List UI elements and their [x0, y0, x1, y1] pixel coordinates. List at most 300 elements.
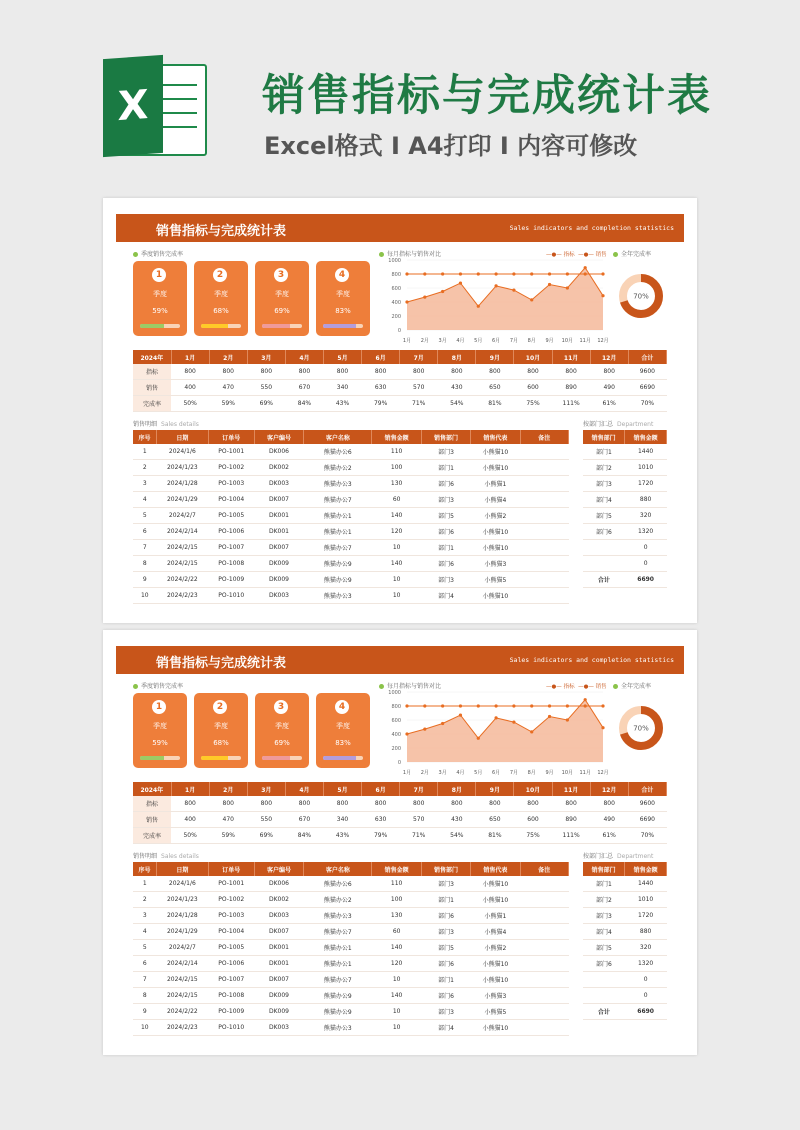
- table-cell: 部门4: [583, 924, 625, 940]
- column-header: 客户名称: [304, 862, 372, 876]
- column-header: 2024年: [133, 782, 171, 796]
- quarter-label: 季度: [275, 290, 289, 298]
- table-cell: 2024/2/15: [157, 988, 208, 1004]
- sales-point: [494, 716, 497, 719]
- table-cell: 54%: [438, 828, 476, 844]
- table-row: [133, 956, 569, 972]
- table-cell: 84%: [285, 828, 323, 844]
- sales-point: [566, 718, 569, 721]
- table-cell: 71%: [400, 828, 438, 844]
- column-header: 合计: [628, 782, 666, 796]
- column-header: 日期: [157, 862, 208, 876]
- monthly-table-header: [133, 350, 667, 364]
- quarter-progress: [323, 324, 363, 328]
- table-cell: [520, 444, 568, 460]
- quarter-label: 季度销售完成率: [133, 681, 183, 690]
- table-cell: 110: [372, 876, 421, 892]
- table-row: [133, 508, 569, 524]
- sales-point: [423, 296, 426, 299]
- column-header: 1月: [171, 782, 209, 796]
- table-cell: 部门3: [421, 1004, 470, 1020]
- dept-table: [583, 430, 667, 588]
- table-cell: 部门6: [421, 524, 470, 540]
- table-cell: 小熊猫10: [471, 892, 520, 908]
- table-row: [133, 1020, 569, 1036]
- table-row: [583, 924, 667, 940]
- table-cell: 6: [133, 524, 157, 540]
- quarter-label: 季度: [153, 290, 167, 298]
- table-cell: 2: [133, 892, 157, 908]
- sales-point: [512, 721, 515, 724]
- table-cell: 50%: [171, 828, 209, 844]
- table-cell: 部门3: [421, 492, 470, 508]
- table-cell: 熊猫办公7: [304, 924, 372, 940]
- column-header: 销售部门: [421, 862, 470, 876]
- sales-point: [548, 283, 551, 286]
- table-cell: 部门3: [421, 876, 470, 892]
- x-tick-label: 2月: [420, 770, 429, 776]
- x-tick-label: 12月: [597, 770, 609, 776]
- table-cell: 800: [323, 364, 361, 380]
- table-row: [133, 540, 569, 556]
- table-cell: [520, 572, 568, 588]
- target-point: [566, 272, 569, 275]
- quarter-label: 季度: [153, 722, 167, 730]
- table-row: [583, 540, 667, 556]
- quarter-card: [133, 261, 187, 336]
- quarter-card: [194, 261, 248, 336]
- column-header: 客户名称: [304, 430, 372, 444]
- quarter-number: 3: [274, 700, 288, 714]
- table-cell: 部门3: [583, 908, 625, 924]
- details-table: [133, 862, 569, 1036]
- table-row: [583, 524, 667, 540]
- table-cell: [520, 988, 568, 1004]
- table-cell: 1440: [625, 876, 667, 892]
- column-header: 4月: [285, 350, 323, 364]
- table-cell: 800: [514, 796, 552, 812]
- column-header: 1月: [171, 350, 209, 364]
- x-tick-label: 5月: [474, 338, 483, 344]
- table-cell: DK001: [254, 524, 303, 540]
- table-cell: 3: [133, 908, 157, 924]
- table-cell: 320: [625, 508, 667, 524]
- table-cell: 800: [209, 796, 247, 812]
- column-header: 2月: [209, 782, 247, 796]
- table-row: [583, 444, 667, 460]
- table-cell: 6: [133, 956, 157, 972]
- x-tick-label: 7月: [509, 770, 519, 776]
- table-cell: PO-1004: [208, 924, 254, 940]
- table-cell: PO-1001: [208, 444, 254, 460]
- table-cell: 800: [400, 796, 438, 812]
- table-cell: DK006: [254, 876, 303, 892]
- quarter-number: 4: [335, 700, 349, 714]
- header-subtitle: Excel格式 I A4打印 I 内容可修改: [264, 132, 638, 160]
- y-tick-label: 800: [391, 272, 401, 278]
- table-cell: DK009: [254, 988, 303, 1004]
- table-cell: 2024/1/23: [157, 892, 208, 908]
- table-cell: 6690: [628, 812, 666, 828]
- table-cell: 140: [372, 988, 421, 1004]
- x-tick-label: 9月: [545, 338, 554, 344]
- target-point: [441, 272, 444, 275]
- sales-point: [405, 300, 408, 303]
- x-tick-label: 1月: [402, 770, 412, 776]
- table-cell: 部门1: [583, 444, 625, 460]
- target-point: [423, 272, 426, 275]
- column-header: 3月: [247, 782, 285, 796]
- y-tick-label: 800: [391, 704, 401, 710]
- table-cell: 800: [552, 796, 590, 812]
- table-cell: 4: [133, 492, 157, 508]
- table-cell: 1720: [625, 476, 667, 492]
- quarter-progress-fill: [201, 324, 228, 328]
- quarter-card: [316, 693, 370, 768]
- table-cell: DK009: [254, 572, 303, 588]
- column-header: 2024年: [133, 350, 171, 364]
- table-cell: 部门3: [583, 476, 625, 492]
- table-cell: 800: [438, 796, 476, 812]
- table-cell: 490: [590, 380, 628, 396]
- table-cell: 600: [514, 380, 552, 396]
- table-cell: 800: [438, 364, 476, 380]
- year-donut: [616, 271, 666, 321]
- x-tick-label: 7月: [509, 338, 519, 344]
- year-donut: [616, 703, 666, 753]
- column-header: 5月: [323, 350, 361, 364]
- table-row: [133, 812, 667, 828]
- y-tick-label: 600: [391, 286, 401, 292]
- sales-point: [494, 284, 497, 287]
- dept-table-header: [583, 430, 667, 444]
- table-cell: 部门1: [421, 460, 470, 476]
- table-cell: 小熊猫5: [471, 1004, 520, 1020]
- table-cell: 熊猫办公1: [304, 524, 372, 540]
- table-cell: 2024/1/6: [157, 876, 208, 892]
- table-cell: 2024/2/14: [157, 524, 208, 540]
- table-row: [133, 396, 667, 412]
- target-point: [441, 704, 444, 707]
- table-cell: 小熊猫4: [471, 924, 520, 940]
- target-point: [566, 704, 569, 707]
- quarter-percent: 59%: [152, 739, 168, 747]
- target-point: [548, 272, 551, 275]
- table-cell: [520, 924, 568, 940]
- x-tick-label: 10月: [561, 770, 574, 776]
- table-cell: 小熊猫2: [471, 508, 520, 524]
- sheet-title: 销售指标与完成统计表: [156, 656, 287, 671]
- table-cell: [520, 892, 568, 908]
- column-header: 4月: [285, 782, 323, 796]
- table-cell: 670: [285, 380, 323, 396]
- table-cell: 120: [372, 524, 421, 540]
- chart-label: 每月指标与销售对比: [379, 249, 441, 258]
- table-cell: 0: [625, 988, 667, 1004]
- header: [0, 0, 800, 190]
- table-cell: 5: [133, 940, 157, 956]
- table-cell: DK007: [254, 540, 303, 556]
- table-cell: 550: [247, 380, 285, 396]
- y-tick-label: 600: [391, 718, 401, 724]
- table-cell: 小熊猫2: [471, 940, 520, 956]
- table-cell: 部门1: [421, 540, 470, 556]
- table-cell: 9600: [628, 796, 666, 812]
- sales-point: [459, 714, 462, 717]
- table-cell: 1440: [625, 444, 667, 460]
- table-cell: 800: [362, 796, 400, 812]
- sales-point: [441, 722, 444, 725]
- table-row: [133, 988, 569, 1004]
- table-cell: 400: [171, 380, 209, 396]
- sales-point: [441, 290, 444, 293]
- table-cell: 熊猫办公7: [304, 972, 372, 988]
- table-cell: DK009: [254, 556, 303, 572]
- table-cell: 4: [133, 924, 157, 940]
- table-cell: 熊猫办公7: [304, 492, 372, 508]
- quarter-progress-fill: [201, 756, 228, 760]
- sales-point: [477, 737, 480, 740]
- table-cell: 完成率: [133, 396, 171, 412]
- table-cell: 630: [362, 380, 400, 396]
- target-point: [405, 272, 408, 275]
- table-row: [133, 892, 569, 908]
- table-row: [133, 492, 569, 508]
- quarter-progress: [323, 756, 363, 760]
- table-row: [583, 908, 667, 924]
- quarter-percent: 83%: [335, 739, 351, 747]
- quarter-progress-fill: [262, 324, 290, 328]
- column-header: 9月: [476, 782, 514, 796]
- table-cell: 熊猫办公3: [304, 476, 372, 492]
- table-cell: 75%: [514, 828, 552, 844]
- y-tick-label: 0: [397, 328, 401, 334]
- table-cell: 69%: [247, 828, 285, 844]
- quarter-number: 4: [335, 268, 349, 282]
- x-tick-label: 3月: [438, 338, 447, 344]
- table-cell: 800: [171, 796, 209, 812]
- quarter-progress-fill: [323, 756, 356, 760]
- column-header: 序号: [133, 430, 157, 444]
- table-cell: 81%: [476, 828, 514, 844]
- table-row: [133, 524, 569, 540]
- table-cell: 0: [625, 972, 667, 988]
- monthly-table: [133, 350, 667, 412]
- table-row: [133, 476, 569, 492]
- table-cell: 完成率: [133, 828, 171, 844]
- table-cell: 熊猫办公3: [304, 908, 372, 924]
- sales-point: [512, 289, 515, 292]
- table-cell: 部门3: [421, 444, 470, 460]
- quarter-number: 2: [213, 268, 227, 282]
- chart-legend: —●— 指标 —●— 销售: [546, 684, 607, 690]
- table-cell: 630: [362, 812, 400, 828]
- table-cell: 2024/1/23: [157, 460, 208, 476]
- table-cell: 部门6: [421, 908, 470, 924]
- column-header: 销售金额: [625, 430, 667, 444]
- column-header: 订单号: [208, 430, 254, 444]
- table-row: [583, 876, 667, 892]
- table-row: [133, 364, 667, 380]
- table-cell: [520, 460, 568, 476]
- table-cell: [520, 508, 568, 524]
- y-tick-label: 400: [391, 732, 401, 738]
- x-tick-label: 10月: [561, 338, 574, 344]
- table-row: [583, 972, 667, 988]
- table-cell: PO-1001: [208, 876, 254, 892]
- table-cell: [520, 524, 568, 540]
- table-cell: 570: [400, 380, 438, 396]
- quarter-progress: [201, 756, 241, 760]
- table-cell: 2024/1/29: [157, 924, 208, 940]
- table-cell: 熊猫办公7: [304, 540, 372, 556]
- table-cell: [520, 492, 568, 508]
- table-cell: 800: [590, 364, 628, 380]
- table-cell: PO-1005: [208, 940, 254, 956]
- y-tick-label: 400: [391, 300, 401, 306]
- column-header: 销售部门: [583, 430, 625, 444]
- table-cell: 小熊猫10: [471, 1020, 520, 1036]
- column-header: 备注: [520, 862, 568, 876]
- table-cell: PO-1008: [208, 988, 254, 1004]
- table-cell: 熊猫办公9: [304, 1004, 372, 1020]
- table-cell: 10: [372, 572, 421, 588]
- table-cell: 8: [133, 988, 157, 1004]
- table-cell: [520, 876, 568, 892]
- table-cell: 熊猫办公1: [304, 508, 372, 524]
- table-cell: DK001: [254, 940, 303, 956]
- column-header: 日期: [157, 430, 208, 444]
- target-point: [584, 272, 587, 275]
- table-cell: 800: [400, 364, 438, 380]
- x-tick-label: 3月: [438, 770, 447, 776]
- table-cell: 490: [590, 812, 628, 828]
- table-cell: PO-1008: [208, 556, 254, 572]
- column-header: 11月: [552, 350, 590, 364]
- year-label: 全年完成率: [613, 249, 651, 258]
- quarter-percent: 69%: [274, 307, 290, 315]
- x-tick-label: 9月: [545, 770, 554, 776]
- quarter-progress: [201, 324, 241, 328]
- table-row: [583, 940, 667, 956]
- quarter-card: [255, 261, 309, 336]
- table-cell: 8: [133, 556, 157, 572]
- table-row: [583, 508, 667, 524]
- column-header: 客户编号: [254, 430, 303, 444]
- target-point: [601, 704, 604, 707]
- y-tick-label: 1000: [388, 258, 401, 264]
- sheet-title-en: Sales indicators and completion statistics: [509, 656, 674, 664]
- target-point: [477, 704, 480, 707]
- table-cell: 0: [625, 540, 667, 556]
- sales-point: [584, 266, 587, 269]
- table-cell: 470: [209, 380, 247, 396]
- table-cell: 部门2: [583, 460, 625, 476]
- table-cell: 部门6: [583, 956, 625, 972]
- table-cell: 小熊猫10: [471, 588, 520, 604]
- quarter-percent: 83%: [335, 307, 351, 315]
- table-cell: 小熊猫10: [471, 876, 520, 892]
- table-cell: 430: [438, 812, 476, 828]
- table-cell: 部门6: [421, 956, 470, 972]
- table-cell: DK001: [254, 956, 303, 972]
- table-cell: 320: [625, 940, 667, 956]
- table-cell: 100: [372, 460, 421, 476]
- quarter-card: [316, 261, 370, 336]
- table-cell: DK007: [254, 972, 303, 988]
- table-cell: DK003: [254, 908, 303, 924]
- table-cell: 部门5: [583, 940, 625, 956]
- table-cell: 部门4: [421, 588, 470, 604]
- quarter-label: 季度: [275, 722, 289, 730]
- table-cell: 1010: [625, 460, 667, 476]
- table-cell: 1720: [625, 908, 667, 924]
- table-cell: 800: [171, 364, 209, 380]
- table-cell: 10: [372, 1004, 421, 1020]
- x-tick-label: 6月: [491, 338, 501, 344]
- quarter-percent: 68%: [213, 307, 229, 315]
- table-cell: 2024/2/23: [157, 1020, 208, 1036]
- quarter-label: 季度销售完成率: [133, 249, 183, 258]
- column-header: 销售代表: [471, 430, 520, 444]
- table-cell: [520, 956, 568, 972]
- table-row: [133, 876, 569, 892]
- table-row: [133, 588, 569, 604]
- table-cell: 2024/2/14: [157, 956, 208, 972]
- quarter-label: 季度: [214, 722, 228, 730]
- table-cell: 43%: [323, 828, 361, 844]
- column-header: 销售金额: [372, 430, 421, 444]
- table-cell: 84%: [285, 396, 323, 412]
- quarter-number: 1: [152, 700, 166, 714]
- table-cell: 部门2: [583, 892, 625, 908]
- table-cell: 2024/1/28: [157, 908, 208, 924]
- quarter-number: 1: [152, 268, 166, 282]
- table-cell: 140: [372, 508, 421, 524]
- x-tick-label: 4月: [456, 770, 465, 776]
- table-cell: 120: [372, 956, 421, 972]
- table-row: [583, 892, 667, 908]
- table-cell: PO-1009: [208, 572, 254, 588]
- x-tick-label: 1月: [402, 338, 412, 344]
- table-cell: 小熊猫3: [471, 556, 520, 572]
- x-tick-label: 6月: [491, 770, 501, 776]
- table-row: [133, 796, 667, 812]
- column-header: 销售代表: [471, 862, 520, 876]
- table-cell: [583, 556, 625, 572]
- table-cell: 59%: [209, 396, 247, 412]
- column-header: 8月: [438, 350, 476, 364]
- quarter-progress-fill: [323, 324, 356, 328]
- table-cell: 61%: [590, 828, 628, 844]
- table-cell: 890: [552, 380, 590, 396]
- dept-table: [583, 862, 667, 1020]
- table-cell: PO-1006: [208, 956, 254, 972]
- table-cell: 小熊猫10: [471, 956, 520, 972]
- table-cell: 140: [372, 556, 421, 572]
- quarter-progress-fill: [140, 324, 164, 328]
- chart-legend: —●— 指标 —●— 销售: [546, 252, 607, 258]
- table-row: [133, 572, 569, 588]
- x-tick-label: 8月: [527, 338, 536, 344]
- table-cell: 800: [285, 796, 323, 812]
- target-point: [548, 704, 551, 707]
- table-cell: 430: [438, 380, 476, 396]
- table-cell: PO-1003: [208, 476, 254, 492]
- column-header: 10月: [514, 782, 552, 796]
- table-cell: 10: [372, 972, 421, 988]
- column-header: 11月: [552, 782, 590, 796]
